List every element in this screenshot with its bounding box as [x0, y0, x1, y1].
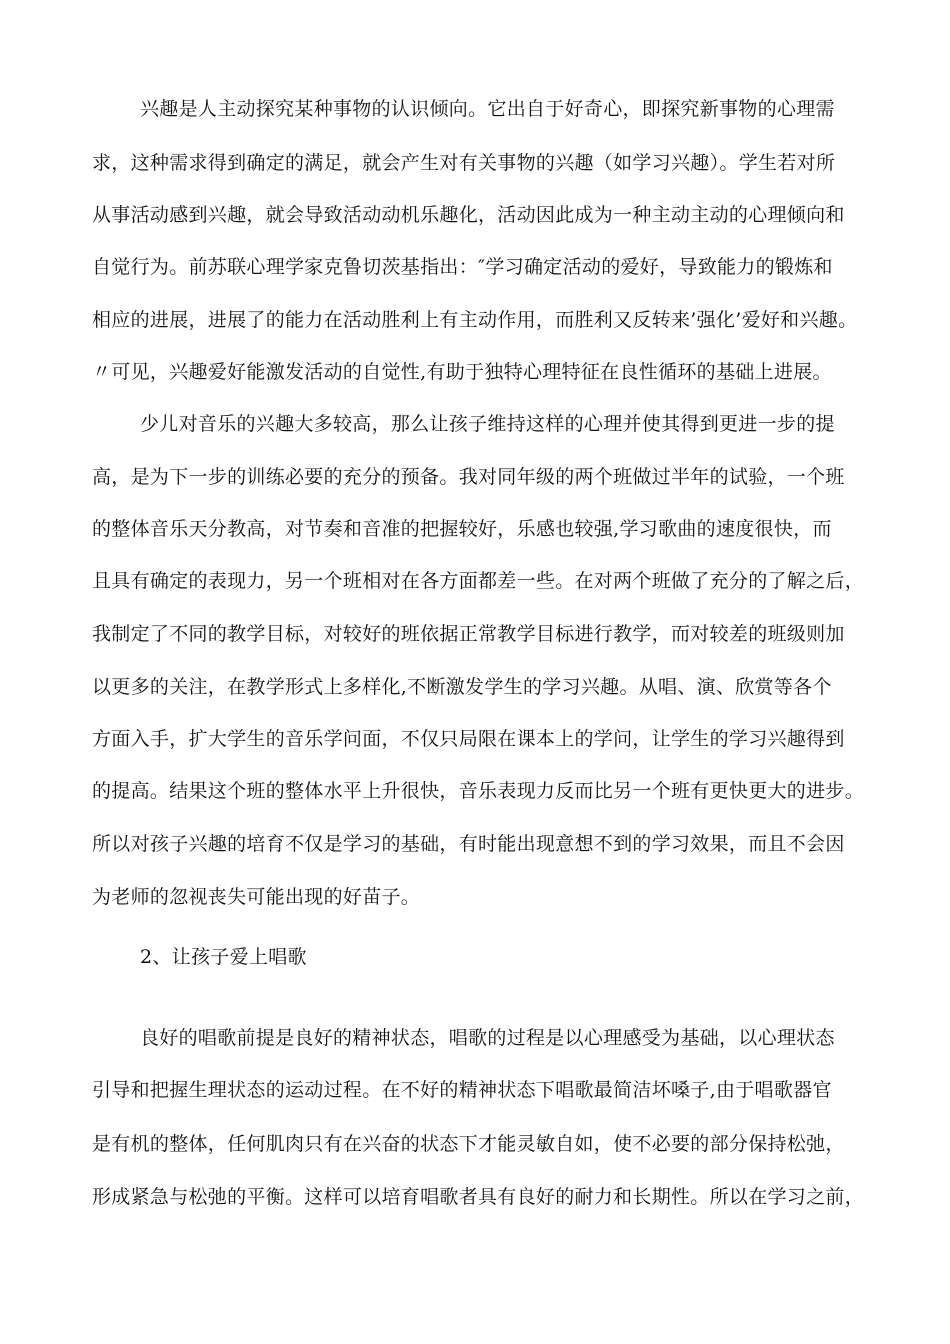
paragraph-3-line: 引导和把握生理状态的运动过程。在不好的精神状态下唱歌最简洁坏嗓子,由于唱歌器官	[92, 1079, 832, 1101]
section-heading: 2、让孩子爱上唱歌	[140, 946, 307, 968]
paragraph-2-line: 的整体音乐天分教高，对节奏和音准的把握较好，乐感也较强,学习歌曲的速度很快，而	[92, 518, 832, 540]
paragraph-1-line: 〃可见，兴趣爱好能激发活动的自觉性,有助于独特心理特征在良性循环的基础上进展。	[92, 361, 832, 383]
paragraph-2-line: 方面入手，扩大学生的音乐学问面，不仅只局限在课本上的学问，让学生的学习兴趣得到	[92, 728, 845, 750]
paragraph-2-line: 的提高。结果这个班的整体水平上升很快，音乐表现力反而比另一个班有更快更大的进步。	[92, 780, 865, 802]
paragraph-2-line: 我制定了不同的教学目标，对较好的班依据正常教学目标进行教学，而对较差的班级则加	[92, 623, 845, 645]
paragraph-2-line: 少儿对音乐的兴趣大多较高，那么让孩子维持这样的心理并使其得到更进一步的提	[140, 413, 835, 435]
paragraph-1-line: 兴趣是人主动探究某种事物的认识倾向。它出自于好奇心，即探究新事物的心理需	[140, 98, 835, 120]
paragraph-1-line: 相应的进展，进展了的能力在活动胜利上有主动作用，而胜利又反转来’强化’爱好和兴趣。	[92, 309, 858, 331]
paragraph-3-line: 良好的唱歌前提是良好的精神状态，唱歌的过程是以心理感受为基础，以心理状态	[140, 1027, 835, 1049]
paragraph-2-line: 为老师的忽视丧失可能出现的好苗子。	[92, 886, 421, 908]
paragraph-3-line: 形成紧急与松弛的平衡。这样可以培育唱歌者具有良好的耐力和长期性。所以在学习之前，	[92, 1186, 865, 1208]
paragraph-1-line: 从事活动感到兴趣，就会导致活动动机乐趣化，活动因此成为一种主动主动的心理倾向和	[92, 204, 845, 226]
paragraph-2-line: 以更多的关注，在教学形式上多样化,不断激发学生的学习兴趣。从唱、演、欣赏等各个	[92, 676, 832, 698]
paragraph-1-line: 自觉行为。前苏联心理学家克鲁切茨基指出：″学习确定活动的爱好，导致能力的锻炼和	[92, 256, 833, 278]
paragraph-1-line: 求，这种需求得到确定的满足，就会产生对有关事物的兴趣（如学习兴趣）。学生若对所	[92, 152, 836, 174]
paragraph-3-line: 是有机的整体，任何肌肉只有在兴奋的状态下才能灵敏自如，使不必要的部分保持松弛，	[92, 1133, 845, 1155]
paragraph-2-line: 高，是为下一步的训练必要的充分的预备。我对同年级的两个班做过半年的试验，一个班	[92, 466, 845, 488]
paragraph-2-line: 所以对孩子兴趣的培育不仅是学习的基础，有时能出现意想不到的学习效果，而且不会因	[92, 833, 845, 855]
paragraph-2-line: 且具有确定的表现力，另一个班相对在各方面都差一些。在对两个班做了充分的了解之后，	[92, 570, 865, 592]
